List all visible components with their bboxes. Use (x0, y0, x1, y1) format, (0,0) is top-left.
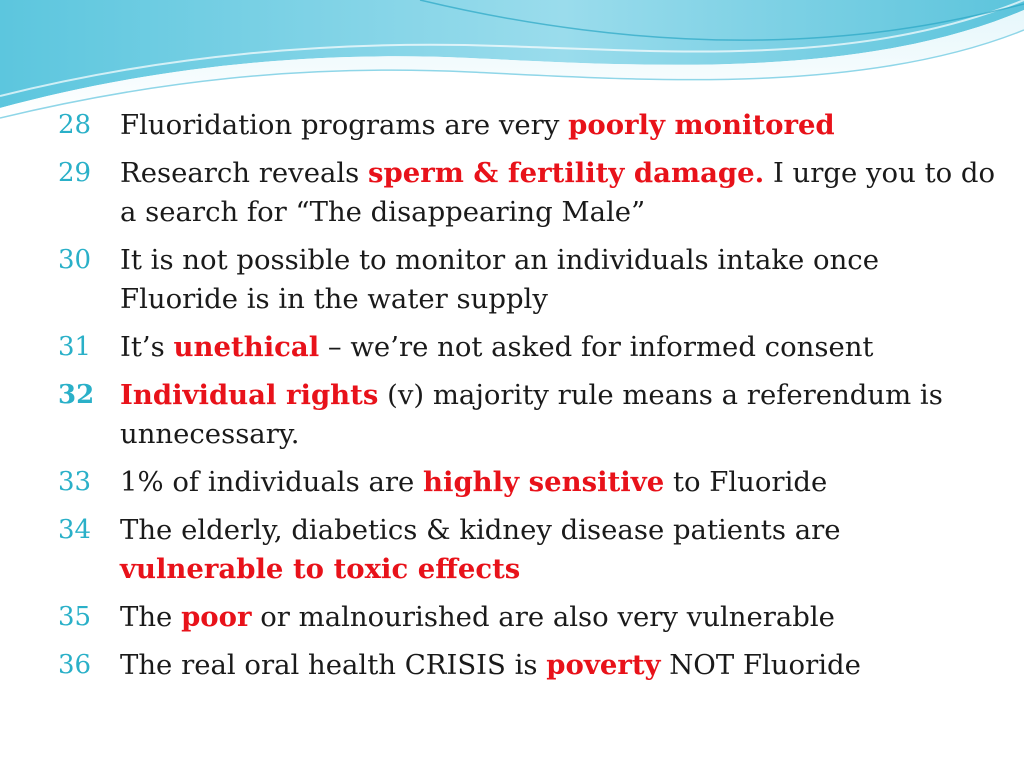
item-number: 29 (58, 158, 92, 188)
emphasis-text: highly sensitive (423, 466, 665, 498)
emphasis-text: poverty (546, 649, 661, 681)
emphasis-text: poorly monitored (568, 109, 835, 141)
item-text (120, 106, 998, 145)
item-number: 32 (58, 380, 95, 410)
item-text (120, 241, 998, 319)
text-segment: NOT Fluoride (660, 649, 861, 681)
text-segment: or malnourished are also very vulnerable (251, 601, 835, 633)
item-number: 31 (58, 332, 92, 362)
list-item (58, 463, 998, 502)
text-segment: (v) majority rule means a referendum is unnecessary. (120, 379, 943, 450)
list-item (58, 241, 998, 319)
text-segment: – we’re not asked for informed consent (319, 331, 874, 363)
emphasis-text: Individual rights (120, 379, 379, 411)
item-text (120, 646, 998, 685)
text-segment: The elderly, diabetics & kidney disease patients are (120, 514, 841, 546)
text-segment: 1% of individuals are (120, 466, 423, 498)
list-item (58, 511, 998, 589)
list-item (58, 598, 998, 637)
emphasis-text: poor (181, 601, 252, 633)
emphasis-text: unethical (173, 331, 320, 363)
text-segment: Fluoridation programs are very (120, 109, 569, 141)
list-item (58, 328, 998, 367)
item-text (120, 376, 998, 454)
item-number: 35 (58, 602, 92, 632)
list-item (58, 376, 998, 454)
bullet-list (58, 106, 998, 694)
text-segment: It is not possible to monitor an individuals intake once Fluoride is in the water supply (120, 244, 879, 315)
text-segment: The (120, 601, 182, 633)
item-number: 30 (58, 245, 92, 275)
item-text (120, 511, 998, 589)
text-segment: I urge you to do a search for “The disappearing Male” (120, 157, 996, 228)
item-text (120, 463, 998, 502)
item-text (120, 154, 998, 232)
item-text (120, 598, 998, 637)
list-item (58, 154, 998, 232)
emphasis-text: vulnerable to toxic effects (120, 553, 521, 585)
list-item (58, 646, 998, 685)
text-segment: It’s (120, 331, 174, 363)
item-number: 36 (58, 650, 92, 680)
item-number: 34 (58, 515, 92, 545)
text-segment: The real oral health CRISIS is (120, 649, 547, 681)
text-segment: Research reveals (120, 157, 369, 189)
text-segment: to Fluoride (664, 466, 828, 498)
list-item (58, 106, 998, 145)
emphasis-text: sperm & fertility damage. (368, 157, 765, 189)
item-text (120, 328, 998, 367)
item-number: 33 (58, 467, 92, 497)
item-number: 28 (58, 110, 92, 140)
